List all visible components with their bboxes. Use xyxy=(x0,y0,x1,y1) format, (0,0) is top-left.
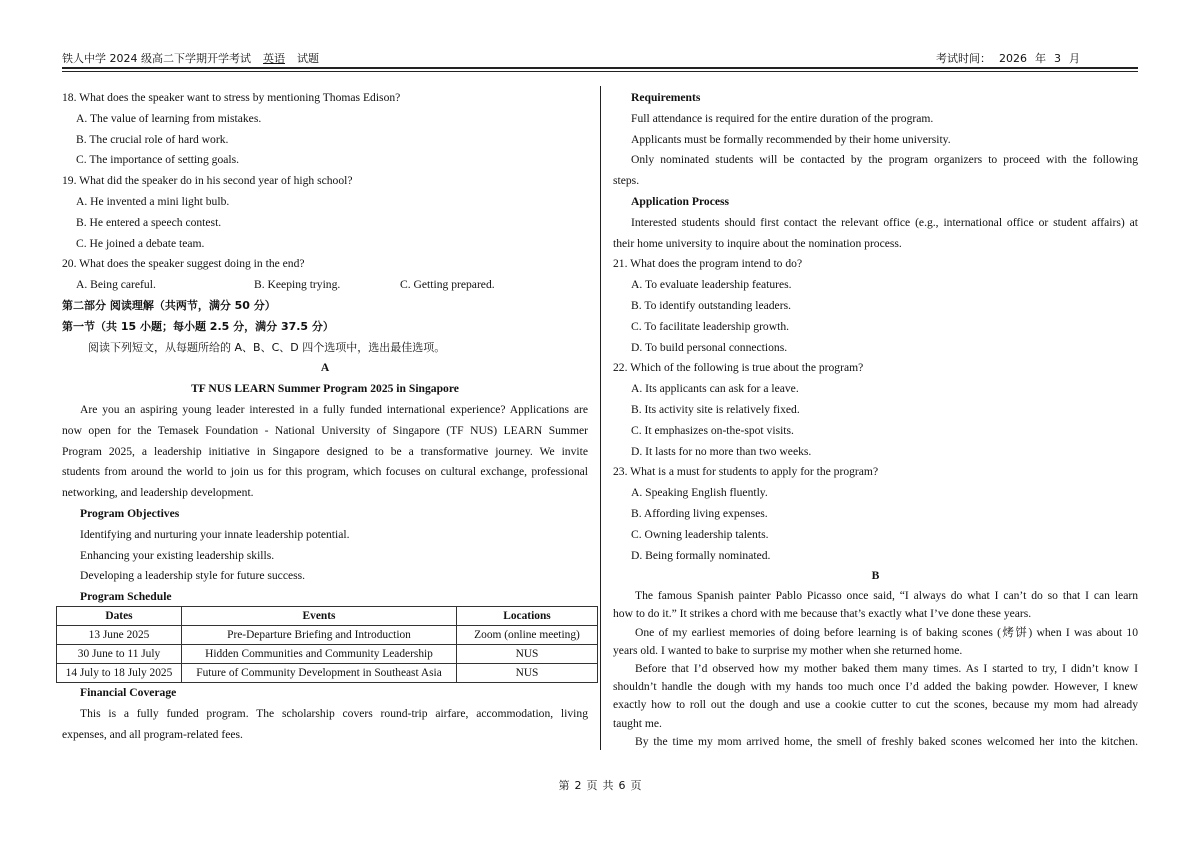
objectives-title: Program Objectives xyxy=(80,506,180,520)
page-number: 2 xyxy=(574,779,582,792)
question-18-stem: 18. What does the speaker want to stress by mentioning Thomas Edison? xyxy=(62,91,401,104)
column-header-locations: Locations xyxy=(457,607,598,626)
column-divider xyxy=(600,86,601,750)
financial-line: expenses, and all program-related fees. xyxy=(62,727,243,741)
left-column xyxy=(62,88,588,746)
question-23-option-d: D. Being formally nominated. xyxy=(631,548,771,562)
cell-date: 14 July to 18 July 2025 xyxy=(57,664,182,683)
column-header-dates: Dates xyxy=(57,607,182,626)
question-21-option-b: B. To identify outstanding leaders. xyxy=(631,298,791,312)
question-21-option-c: C. To facilitate leadership growth. xyxy=(631,319,790,333)
table-row xyxy=(57,664,598,683)
cell-event: Future of Community Development in Southeast Asia xyxy=(182,664,457,683)
question-19-option-c: C. He joined a debate team. xyxy=(76,236,205,250)
subject-name: 英语 xyxy=(263,52,285,65)
table-header-row xyxy=(57,607,598,626)
objective-item: Developing a leadership style for future success. xyxy=(80,569,306,583)
cell-location: NUS xyxy=(457,664,598,683)
financial-title: Financial Coverage xyxy=(80,686,177,700)
question-20-option-a: A. Being careful. xyxy=(76,278,156,292)
year-unit: 年 xyxy=(1035,52,1046,65)
requirement-item: Only nominated students will be contacted by the program organizers to proceed with the following xyxy=(631,153,1138,167)
question-22-option-c: C. It emphasizes on-the-spot visits. xyxy=(631,423,794,437)
question-19-stem: 19. What did the speaker do in his second year of high school? xyxy=(62,174,353,188)
question-20-options xyxy=(62,275,588,296)
question-23-option-a: A. Speaking English fluently. xyxy=(631,486,768,500)
cell-date: 30 June to 11 July xyxy=(57,645,182,664)
passage-a-title: TF NUS LEARN Summer Program 2025 in Singapore xyxy=(191,382,459,396)
question-18-option-c: C. The importance of setting goals. xyxy=(76,153,240,167)
intro-line: Program 2025, a leadership initiative in Singapore designed to be a transformative journey. We invite xyxy=(62,444,588,458)
process-title: Application Process xyxy=(631,194,730,208)
intro-line: networking, and leadership development. xyxy=(62,486,254,500)
question-22-option-b: B. Its activity site is relatively fixed. xyxy=(631,402,800,416)
passage-b-line: The famous Spanish painter Pablo Picasso once said, “I always do what I can’t do so that I can learn xyxy=(635,589,1138,603)
objective-item: Identifying and nurturing your innate leadership potential. xyxy=(80,527,350,541)
passage-a-letter: A xyxy=(320,361,330,375)
exam-month: 3 xyxy=(1054,52,1061,65)
part-title: 第二部分 阅读理解（共两节，满分 50 分） xyxy=(62,298,276,312)
question-21-option-d: D. To build personal connections. xyxy=(631,340,788,354)
passage-b-letter: B xyxy=(871,569,880,583)
question-22-stem: 22. Which of the following is true about the program? xyxy=(613,361,864,375)
total-pages: 6 xyxy=(618,779,626,792)
passage-b-line: Before that I’d observed how my mother baked them many times. As I started to try, I didn’t know I xyxy=(635,661,1138,675)
question-20-option-c: C. Getting prepared. xyxy=(400,278,495,292)
passage-b-line: One of my earliest memories of doing before learning is of baking scones (烤饼) when I was about 10 xyxy=(635,625,1138,639)
question-23-stem: 23. What is a must for students to apply for the program? xyxy=(613,465,879,479)
objective-item: Enhancing your existing leadership skills. xyxy=(80,548,275,562)
exam-time-label: 考试时间： xyxy=(936,52,991,65)
passage-b-line: years old. I wanted to bake to surprise my mother when she returned home. xyxy=(613,643,963,657)
exam-year: 2026 xyxy=(999,52,1027,65)
passage-b-line: exactly how to roll out the dough and use a cookie cutter to cut the scones, because my mom had already xyxy=(613,698,1138,712)
instruction-text: 阅读下列短文，从每题所给的 A、B、C、D 四个选项中，选出最佳选项。 xyxy=(88,340,446,354)
process-line: their home university to inquire about the nomination process. xyxy=(613,236,902,250)
page-header xyxy=(62,50,1138,68)
cell-event: Hidden Communities and Community Leadership xyxy=(182,645,457,664)
cell-date: 13 June 2025 xyxy=(57,626,182,645)
passage-b-line: shouldn’t handle the dough with my hands too much once I’d added the baking powder. However, I knew xyxy=(613,680,1138,694)
exam-time xyxy=(936,50,1080,66)
cell-location: NUS xyxy=(457,645,598,664)
total-label: 页 xyxy=(630,779,642,792)
cell-location: Zoom (online meeting) xyxy=(457,626,598,645)
question-20-stem: 20. What does the speaker suggest doing in the end? xyxy=(62,257,305,271)
question-20-option-b: B. Keeping trying. xyxy=(254,278,341,292)
school-exam-name: 铁人中学 2024 级高二下学期开学考试 xyxy=(62,52,251,65)
question-19-option-a: A. He invented a mini light bulb. xyxy=(76,194,230,208)
question-22-option-d: D. It lasts for no more than two weeks. xyxy=(631,444,812,458)
table-row xyxy=(57,645,598,664)
financial-line: This is a fully funded program. The scholarship covers round-trip airfare, accommodation, living xyxy=(80,706,588,720)
page-label: 页 xyxy=(586,779,598,792)
paper-type: 试题 xyxy=(297,52,319,65)
intro-line: now open for the Temasek Foundation - National University of Singapore (TF NUS) LEARN Summer xyxy=(62,423,588,437)
section-title: 第一节（共 15 小题；每小题 2.5 分，满分 37.5 分） xyxy=(62,319,334,333)
question-23-option-b: B. Affording living expenses. xyxy=(631,506,768,520)
question-18-option-a: A. The value of learning from mistakes. xyxy=(76,111,262,125)
question-22-option-a: A. Its applicants can ask for a leave. xyxy=(631,382,799,396)
right-column xyxy=(613,88,1138,751)
total-prefix: 共 xyxy=(602,779,614,792)
requirement-item: Applicants must be formally recommended by their home university. xyxy=(631,132,951,146)
passage-b-line: By the time my mom arrived home, the smell of freshly baked scones welcomed her into the kitchen. xyxy=(635,734,1138,748)
question-21-stem: 21. What does the program intend to do? xyxy=(613,257,803,271)
schedule-title: Program Schedule xyxy=(80,590,172,604)
intro-line: students from around the world to join us for this program, which focuses on cultural exchange, professional xyxy=(62,465,588,479)
page-footer xyxy=(0,777,1200,793)
requirement-item: Full attendance is required for the entire duration of the program. xyxy=(631,111,934,125)
table-row xyxy=(57,626,598,645)
process-line: Interested students should first contact the relevant office (e.g., international office or student affairs) at xyxy=(631,215,1138,229)
schedule-table xyxy=(56,606,598,683)
passage-a-intro xyxy=(62,400,588,504)
page-prefix: 第 xyxy=(558,779,570,792)
intro-line: Are you an aspiring young leader interested in a fully funded international experience? Applications are xyxy=(80,402,588,416)
passage-b-line: taught me. xyxy=(613,716,662,730)
passage-b-line: how to do it.” It strikes a chord with me because that’s exactly what I’ve done these years. xyxy=(613,607,1032,621)
exam-title xyxy=(62,50,319,66)
column-header-events: Events xyxy=(182,607,457,626)
question-23-option-c: C. Owning leadership talents. xyxy=(631,527,769,541)
requirements-title: Requirements xyxy=(631,91,701,104)
header-rule-thin xyxy=(62,71,1138,72)
requirement-item-continued: steps. xyxy=(613,174,640,188)
question-18-option-b: B. The crucial role of hard work. xyxy=(76,132,229,146)
cell-event: Pre-Departure Briefing and Introduction xyxy=(182,626,457,645)
question-19-option-b: B. He entered a speech contest. xyxy=(76,215,222,229)
header-rule-thick xyxy=(62,67,1138,69)
question-21-option-a: A. To evaluate leadership features. xyxy=(631,278,792,292)
passage-b-body xyxy=(613,587,1138,751)
month-unit: 月 xyxy=(1069,52,1080,65)
